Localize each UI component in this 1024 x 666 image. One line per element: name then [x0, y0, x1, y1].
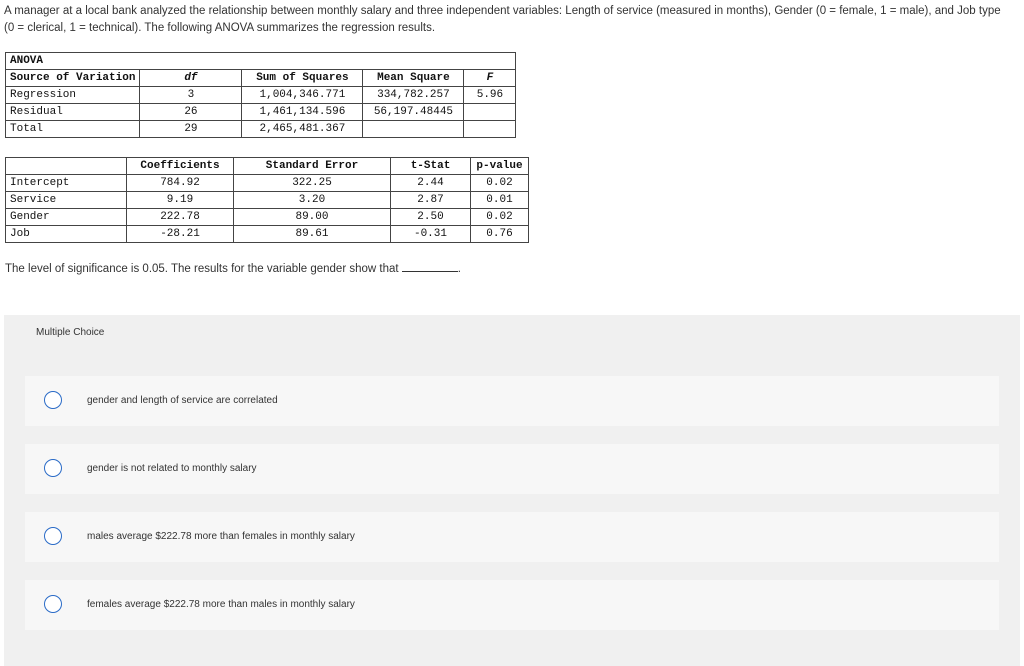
coef-header-row [6, 158, 529, 175]
anova-header-ms: Mean Square [363, 70, 464, 87]
anova-cell: Residual [6, 104, 140, 121]
anova-title: ANOVA [6, 53, 516, 70]
coef-cell: Intercept [6, 175, 127, 192]
coef-cell: 2.44 [391, 175, 471, 192]
anova-cell: Regression [6, 87, 140, 104]
coef-cell: 322.25 [234, 175, 391, 192]
coef-header-se: Standard Error [234, 158, 391, 175]
multiple-choice-title: Multiple Choice [36, 327, 105, 338]
coef-cell: 784.92 [127, 175, 234, 192]
table-row [6, 87, 516, 104]
radio-button[interactable] [44, 595, 62, 613]
choice-option-2[interactable] [25, 444, 999, 494]
radio-button[interactable] [44, 527, 62, 545]
coef-cell: 9.19 [127, 192, 234, 209]
coefficients-table [5, 157, 529, 243]
choice-label: males average $222.78 more than females in monthly salary [87, 531, 355, 542]
anova-cell: 5.96 [464, 87, 516, 104]
choice-label: females average $222.78 more than males in monthly salary [87, 599, 355, 610]
table-row [6, 209, 529, 226]
choice-option-4[interactable] [25, 580, 999, 630]
anova-cell: 1,004,346.771 [242, 87, 363, 104]
anova-cell: 1,461,134.596 [242, 104, 363, 121]
choice-option-3[interactable] [25, 512, 999, 562]
problem-intro: A manager at a local bank analyzed the relationship between monthly salary and three independent variables: Length of service (measured in months), Gender (0 = female, 1 = male), and Job type (0 = clerical, 1 = technical). The following ANOVA summarizes the regression results. [4, 5, 1001, 34]
anova-cell: 29 [140, 121, 242, 138]
radio-button[interactable] [44, 459, 62, 477]
anova-header-f: F [464, 70, 516, 87]
question-end: . [457, 263, 461, 275]
table-row [6, 121, 516, 138]
table-row [6, 175, 529, 192]
answer-blank [402, 261, 458, 272]
anova-cell: 26 [140, 104, 242, 121]
table-row [6, 192, 529, 209]
anova-cell [464, 121, 516, 138]
anova-cell [363, 121, 464, 138]
anova-cell: 3 [140, 87, 242, 104]
anova-cell: Total [6, 121, 140, 138]
radio-button[interactable] [44, 391, 62, 409]
anova-cell [464, 104, 516, 121]
anova-table [5, 52, 516, 138]
coef-cell: 0.02 [471, 175, 529, 192]
coef-header-blank [6, 158, 127, 175]
coef-header-coefficients: Coefficients [127, 158, 234, 175]
table-row [6, 226, 529, 243]
coef-header-pvalue: p-value [471, 158, 529, 175]
anova-title-row [6, 53, 516, 70]
coef-cell: Service [6, 192, 127, 209]
anova-header-df: df [140, 70, 242, 87]
coef-cell: 89.61 [234, 226, 391, 243]
anova-header-ss: Sum of Squares [242, 70, 363, 87]
coef-cell: -28.21 [127, 226, 234, 243]
anova-cell: 56,197.48445 [363, 104, 464, 121]
coef-cell: 0.76 [471, 226, 529, 243]
coef-cell: 2.50 [391, 209, 471, 226]
coef-cell: 222.78 [127, 209, 234, 226]
question-prompt [5, 261, 461, 275]
coef-cell: 3.20 [234, 192, 391, 209]
coef-cell: Job [6, 226, 127, 243]
anova-header-row [6, 70, 516, 87]
table-row [6, 104, 516, 121]
coef-cell: 89.00 [234, 209, 391, 226]
coef-cell: 2.87 [391, 192, 471, 209]
choice-label: gender and length of service are correlated [87, 395, 278, 406]
coef-header-tstat: t-Stat [391, 158, 471, 175]
anova-cell: 2,465,481.367 [242, 121, 363, 138]
coef-cell: 0.01 [471, 192, 529, 209]
question-text: The level of significance is 0.05. The results for the variable gender show that [5, 263, 399, 275]
choice-option-1[interactable] [25, 376, 999, 426]
anova-header-source: Source of Variation [6, 70, 140, 87]
coef-cell: 0.02 [471, 209, 529, 226]
anova-cell: 334,782.257 [363, 87, 464, 104]
choice-label: gender is not related to monthly salary [87, 463, 257, 474]
coef-cell: Gender [6, 209, 127, 226]
multiple-choice-panel [4, 315, 1020, 666]
coef-cell: -0.31 [391, 226, 471, 243]
